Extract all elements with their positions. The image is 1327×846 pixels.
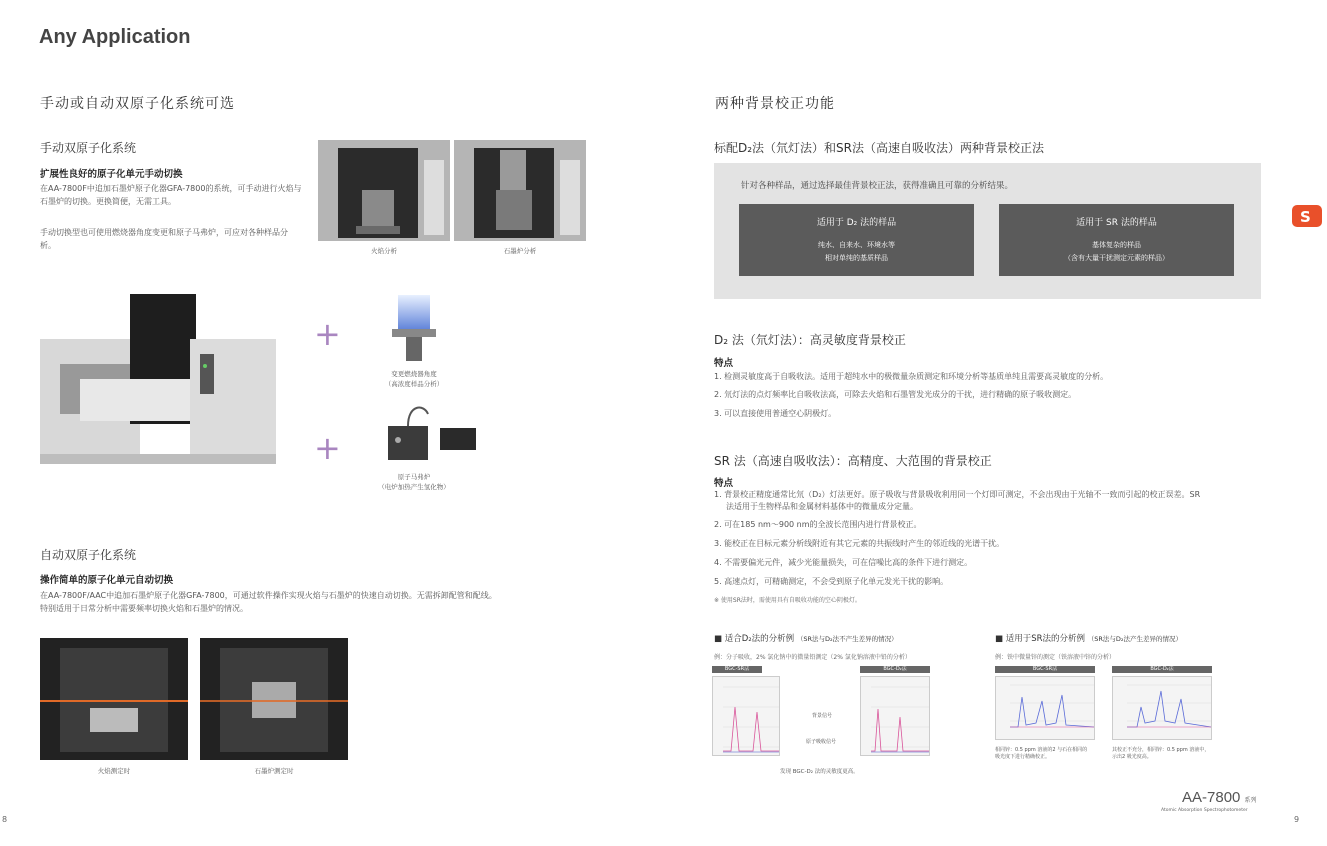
sr-item-5: 5. 高速点灯，可精确测定，不会受到原子化单元发光干扰的影响。 bbox=[714, 577, 949, 586]
sr-footer-2-line1: 其校正不充分，相同锌：0.5 ppm 溶液中， bbox=[1112, 747, 1210, 753]
model-series: 系列 bbox=[1244, 798, 1257, 804]
d2-feature-label: 特点 bbox=[714, 358, 734, 369]
sr-box-title: 适用于 SR 法的样品 bbox=[1076, 218, 1157, 228]
d2-chart2-title: BGC-D₂法 bbox=[860, 666, 930, 673]
d2-item-1: 1. 检测灵敏度高于自吸收法。适用于超纯水中的极微量杂质测定和环境分析等基质单纯且需要高灵敏度的分析。 bbox=[714, 372, 1109, 381]
model-text: AA-7800 bbox=[1182, 789, 1241, 806]
burner-angle-caption-1: 变更燃烧器角度 bbox=[391, 370, 437, 378]
d2-example-footer: 发现 BGC-D₂ 法的灵敏度更高。 bbox=[780, 769, 859, 775]
d2-item-3: 3. 可以直接使用普通空心阴极灯。 bbox=[714, 409, 837, 418]
flame-measurement-photo bbox=[40, 638, 188, 760]
floating-tool-icon[interactable] bbox=[1292, 205, 1322, 227]
sr-footer-2-line2: 示出2 吸光度高。 bbox=[1112, 754, 1152, 760]
burner-angle-photo bbox=[388, 295, 440, 365]
muffle-furnace-photo bbox=[384, 400, 480, 464]
flame-analysis-caption: 火焰分析 bbox=[371, 247, 397, 255]
sr-item-1b: 法适用于生物样品和金属材料基体中的微量成分定量。 bbox=[726, 502, 918, 511]
furnace-analysis-photo bbox=[454, 140, 586, 241]
furnace-measurement-caption: 石墨炉测定时 bbox=[254, 767, 294, 775]
svg-text:S: S bbox=[1300, 208, 1311, 226]
left-page-number: 8 bbox=[2, 815, 8, 824]
box-text: 针对各种样品，通过选择最佳背景校正法，获得准确且可靠的分析结果。 bbox=[741, 181, 1014, 191]
sr-item-4: 4. 不需要偏光元件，减少光能量损失，可在信噪比高的条件下进行测定。 bbox=[714, 558, 973, 567]
plus-icon: + bbox=[314, 429, 341, 467]
right-section-title: 两种背景校正功能 bbox=[715, 96, 835, 112]
sr-chart1 bbox=[995, 676, 1095, 740]
model-subtitle: Atomic Absorption Spectrophotometer bbox=[1161, 808, 1248, 813]
example-d2-heading bbox=[714, 632, 898, 644]
sr-item-2: 2. 可在185 nm～900 nm的全波长范围内进行背景校正。 bbox=[714, 520, 922, 529]
manual-title: 手动双原子化系统 bbox=[40, 141, 137, 155]
d2-section-title: D₂ 法（氘灯法）：高灵敏度背景校正 bbox=[714, 333, 906, 347]
sr-item-3: 3. 能校正在目标元素分析线附近有其它元素的共振线时产生的邻近线的光谱干扰。 bbox=[714, 539, 1005, 548]
example-d2-title: ■ 适合D₂法的分析例 bbox=[714, 634, 795, 644]
example-d2-desc: 例：分子吸收，2% 氯化钠中的微量铅测定（2% 氯化钠溶液中铅的分析） bbox=[714, 654, 911, 661]
sr-feature-label: 特点 bbox=[714, 478, 734, 489]
right-page-number: 9 bbox=[1294, 815, 1300, 824]
sr-footer-2 bbox=[1112, 747, 1209, 761]
d2-label-atomic: 原子吸收信号 bbox=[806, 739, 837, 745]
d2-box-line1: 纯水、自来水、环境水等 bbox=[818, 241, 895, 249]
page-title: Any Application bbox=[39, 26, 191, 48]
auto-title: 自动双原子化系统 bbox=[40, 548, 137, 562]
muffle-caption-1: 原子马弗炉 bbox=[397, 473, 431, 481]
model-name bbox=[1182, 789, 1257, 806]
example-sr-heading bbox=[995, 632, 1182, 644]
sr-section-title: SR 法（高速自吸收法）：高精度、大范围的背景校正 bbox=[714, 454, 992, 468]
intro-title: 标配D₂法（氘灯法）和SR法（高速自吸收法）两种背景校正法 bbox=[714, 141, 1045, 155]
furnace-analysis-caption: 石墨炉分析 bbox=[503, 247, 537, 255]
d2-chart2 bbox=[860, 676, 930, 756]
example-sr-title-note: （SR法与D₂法产生差异的情况） bbox=[1087, 635, 1183, 643]
auto-para2: 特别适用于日常分析中需要频率切换火焰和石墨炉的情况。 bbox=[40, 604, 248, 613]
manual-subtitle: 扩展性良好的原子化单元手动切换 bbox=[40, 169, 183, 180]
d2-chart1-title: BGC-SR法 bbox=[712, 666, 762, 673]
auto-subtitle: 操作简单的原子化单元自动切换 bbox=[40, 575, 174, 586]
example-d2-title-note: （SR法与D₂法不产生差异的情况） bbox=[796, 635, 898, 643]
flame-analysis-photo bbox=[318, 140, 450, 241]
furnace-measurement-photo bbox=[200, 638, 348, 760]
sr-chart2 bbox=[1112, 676, 1212, 740]
auto-para1: 在AA-7800F/AAC中追加石墨炉原子化器GFA-7800，可通过软件操作实现火焰与石墨炉的快速自动切换。无需拆卸配管和配线。 bbox=[40, 591, 497, 600]
d2-box-title: 适用于 D₂ 法的样品 bbox=[816, 218, 897, 228]
sr-footer-1-line2: 吸光度下进行精确校正。 bbox=[995, 754, 1051, 760]
sr-chart1-title: BGC-SR法 bbox=[995, 666, 1095, 673]
sr-item-1: 1. 背景校正精度通常比氘（D₂）灯法更好。原子吸收与背景吸收利用同一个灯即可测定，不会出现由于光轴不一致而引起的校正误差。SR bbox=[714, 490, 1201, 499]
muffle-caption-2: （电炉加热产生氢化物） bbox=[378, 483, 450, 491]
sr-footer-1-line1: 相同锌：0.5 ppm 溶液的2 与石在相同的 bbox=[995, 747, 1088, 753]
burner-angle-caption-2: （高浓度样品分析） bbox=[384, 380, 444, 388]
sr-note: ※ 使用SR法时，需使用具有自吸收功能的空心阴极灯。 bbox=[714, 597, 861, 604]
d2-chart1 bbox=[712, 676, 780, 756]
d2-box-line2: 相对单纯的基质样品 bbox=[825, 254, 888, 262]
plus-icon: + bbox=[314, 315, 341, 353]
sr-box-line2: （含有大量干扰测定元素的样品） bbox=[1064, 254, 1169, 262]
manual-para1: 在AA-7800F中追加石墨炉原子化器GFA-7800的系统，可手动进行火焰与石墨炉的切换。更换简便，无需工具。 bbox=[40, 184, 302, 206]
manual-para2: 手动切换型也可使用燃烧器角度变更和原子马弗炉，可应对各种样品分析。 bbox=[40, 228, 288, 250]
left-section-title: 手动或自动双原子化系统可选 bbox=[40, 96, 235, 112]
sr-footer-1 bbox=[995, 747, 1087, 761]
example-sr-title: ■ 适用于SR法的分析例 bbox=[995, 634, 1086, 644]
example-sr-desc: 例：铁中微量锌的测定（铁溶液中锌的分析） bbox=[995, 654, 1116, 661]
sr-sample-box bbox=[999, 204, 1234, 276]
flame-measurement-caption: 火焰测定时 bbox=[97, 767, 131, 775]
instrument-photo bbox=[40, 294, 276, 470]
sr-box-line1: 基体复杂的样品 bbox=[1092, 241, 1141, 249]
d2-label-bg: 背景信号 bbox=[812, 713, 833, 719]
d2-item-2: 2. 氘灯法的点灯频率比自吸收法高，可除去火焰和石墨管发光成分的干扰，进行精确的原子吸收测定。 bbox=[714, 390, 1077, 399]
d2-sample-box bbox=[739, 204, 974, 276]
sr-chart2-title: BGC-D₂法 bbox=[1112, 666, 1212, 673]
